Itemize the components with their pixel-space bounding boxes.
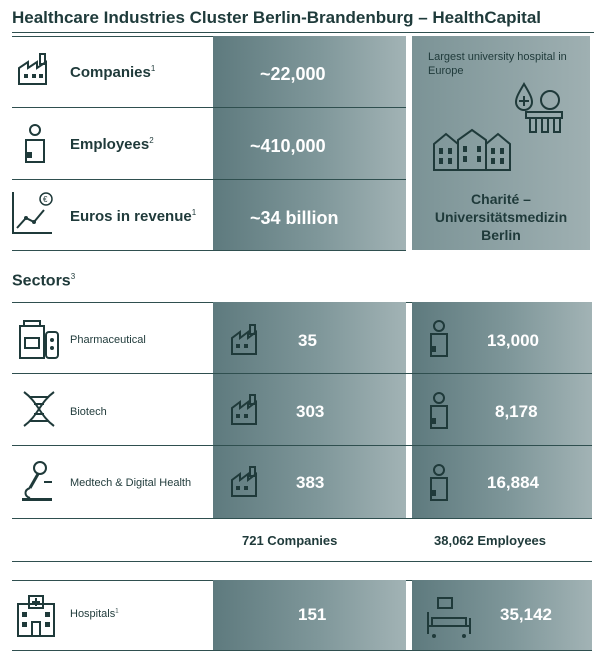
pharmaceutical-employees: 13,000 <box>487 331 539 350</box>
revenue-label: Euros in revenue$^1$ <box>70 208 197 225</box>
divider <box>12 373 592 374</box>
hospitals-label: Hospitals$^1$ <box>70 608 119 620</box>
person-icon <box>22 124 48 164</box>
charite-caption: Largest university hospital in Europe <box>428 51 567 77</box>
hospitals-employees: 35,142 <box>500 605 552 624</box>
dna-icon <box>18 388 60 430</box>
factory-icon <box>16 52 52 88</box>
companies-label: Companies$^1$ <box>70 64 156 81</box>
revenue-chart-icon <box>10 190 54 236</box>
employees-label: Employees$^2$ <box>70 136 154 153</box>
totals-rule <box>12 561 592 562</box>
person-icon <box>428 464 450 502</box>
overview-bottom-rule <box>12 250 406 251</box>
hospital-icon <box>16 594 56 638</box>
employees-value: ~410,000 <box>250 136 326 156</box>
microscope-icon <box>18 460 56 502</box>
companies-value: ~22,000 <box>260 64 326 84</box>
factory-icon <box>230 324 266 356</box>
sectors-heading: Sectors$^3$ <box>12 272 76 290</box>
person-icon <box>428 320 450 358</box>
charite-building-icon <box>432 128 512 172</box>
title-rule <box>12 32 594 33</box>
divider <box>12 445 592 446</box>
biotech-employees: 8,178 <box>495 402 538 421</box>
pharmaceutical-companies: 35 <box>298 331 317 350</box>
total-employees: 38,062 Employees <box>434 533 547 548</box>
total-companies: 721 Companies <box>242 533 338 548</box>
page-title: Healthcare Industries Cluster Berlin-Brandenburg – HealthCapital <box>12 8 542 27</box>
sector-label-biotech: Biotech <box>70 406 107 418</box>
sector-label-pharmaceutical: Pharmaceutical <box>70 334 146 346</box>
charite-name: Charité – Universitätsmedizin Berlin <box>434 191 568 243</box>
person-icon <box>428 392 450 430</box>
medtech-employees: 16,884 <box>487 473 539 492</box>
hospitals-bottom-rule <box>12 650 592 651</box>
svg-text:€: € <box>43 195 48 204</box>
medtech-companies: 383 <box>296 473 325 492</box>
sector-label-medtech: Medtech & Digital Health <box>70 477 192 489</box>
factory-icon <box>230 466 266 498</box>
hospitals-count: 151 <box>298 605 327 624</box>
hospital-bed-icon <box>424 596 474 638</box>
hospital-lab-icon <box>512 80 572 136</box>
sectors-bottom-rule <box>12 518 592 519</box>
biotech-companies: 303 <box>296 402 325 421</box>
divider <box>12 107 406 108</box>
divider <box>12 179 406 180</box>
factory-icon <box>230 394 266 426</box>
revenue-value: ~34 billion <box>250 208 339 228</box>
pharmaceutical-icon <box>18 320 60 360</box>
